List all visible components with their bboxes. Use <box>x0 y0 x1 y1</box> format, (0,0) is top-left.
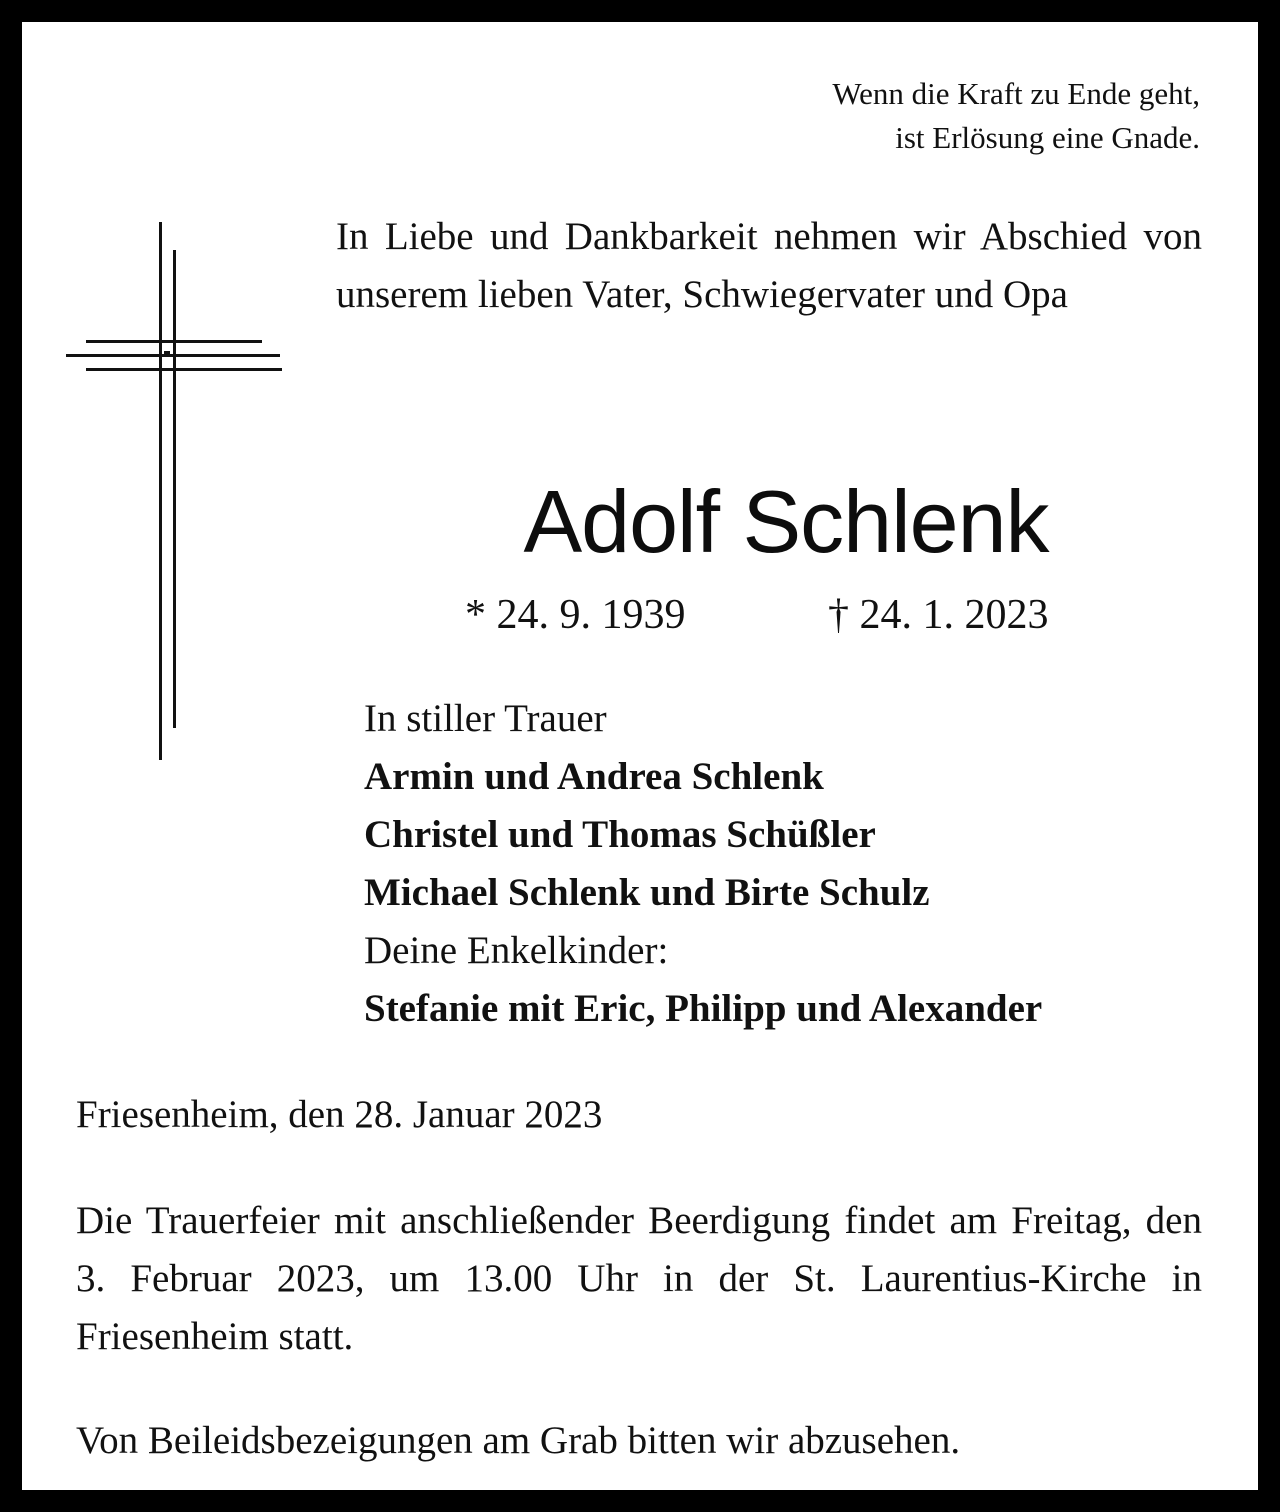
mourners-list <box>364 690 1042 1038</box>
motto-line-1: Wenn die Kraft zu Ende geht, <box>832 76 1200 111</box>
funeral-service-info: Die Trauerfeier mit anschließender Beerdigung findet am Freitag, den 3. Februar 2023, um 13.00 Uhr in der St. Laurentius-Kirche in Friesenheim statt. <box>76 1199 1202 1358</box>
place-and-date: Friesenheim, den 28. Januar 2023 <box>76 1093 603 1136</box>
grandchildren-names: Stefanie mit Eric, Philipp und Alexander <box>364 987 1043 1030</box>
birth-date: * 24. 9. 1939 <box>465 592 686 638</box>
closing-note: Von Beileidsbezeigungen am Grab bitten wir abzusehen. <box>76 1419 961 1462</box>
cross-icon <box>66 222 282 767</box>
motto <box>832 72 1200 160</box>
motto-line-2: ist Erlösung eine Gnade. <box>895 120 1200 155</box>
deceased-name: Adolf Schlenk <box>523 472 1049 571</box>
grandchildren-label: Deine Enkelkinder: <box>364 929 669 972</box>
mourners-heading: In stiller Trauer <box>364 697 607 740</box>
mourner-name: Christel und Thomas Schüßler <box>364 813 876 856</box>
mourner-name: Michael Schlenk und Birte Schulz <box>364 871 930 914</box>
mourner-name: Armin und Andrea Schlenk <box>364 755 824 798</box>
intro-text: In Liebe und Dankbarkeit nehmen wir Abschied von unserem lieben Vater, Schwiegervater und Opa <box>336 215 1202 316</box>
death-date: † 24. 1. 2023 <box>828 592 1049 638</box>
